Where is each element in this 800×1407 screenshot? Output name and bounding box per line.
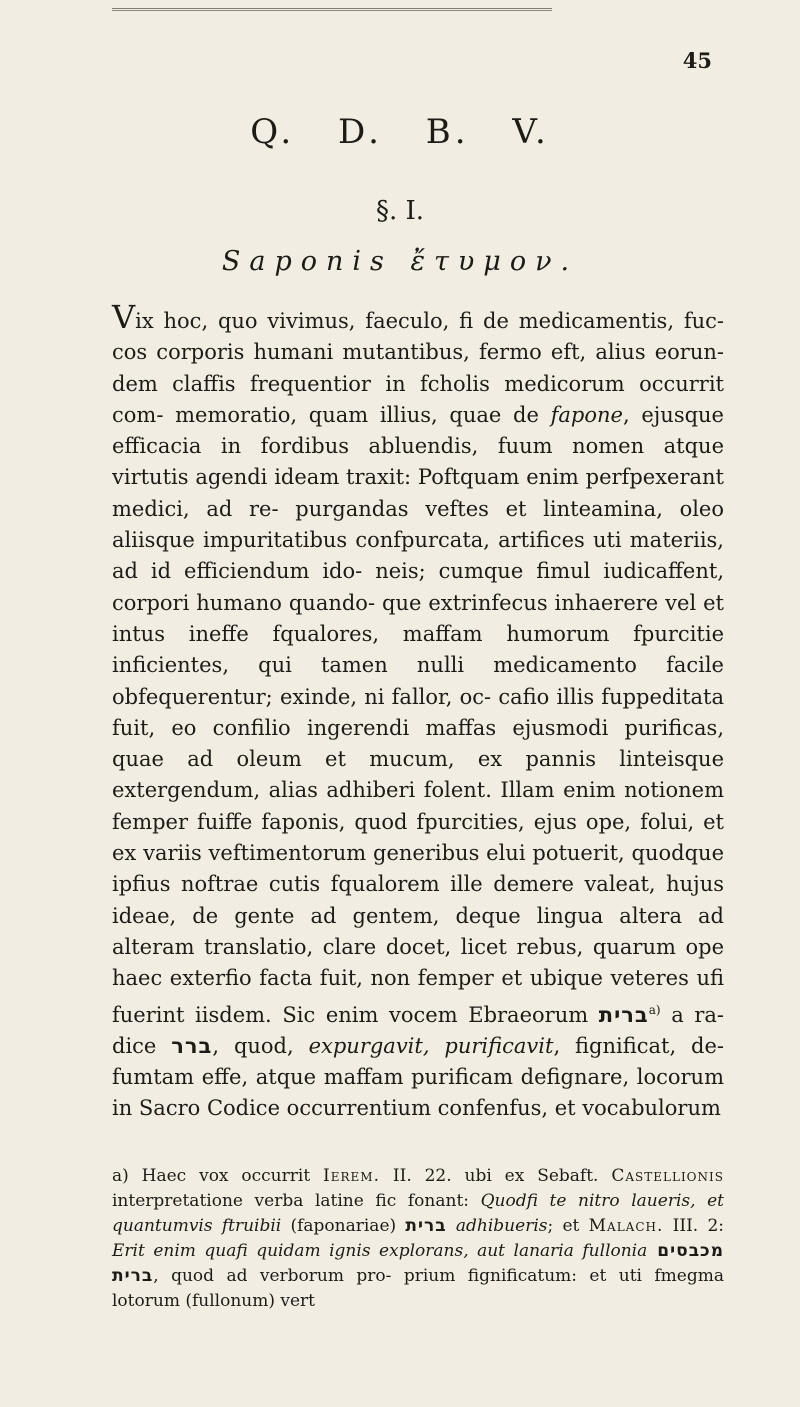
term-fapone: fapone — [550, 402, 623, 427]
ref-malach: Malach. — [588, 1216, 664, 1236]
footnote — [112, 1164, 724, 1314]
footnote-text-6: III. 2: — [663, 1216, 724, 1236]
invocation-initials — [0, 112, 800, 152]
hebrew-phrase-footnote: מכבסים ברית — [112, 1241, 724, 1286]
quote-3: Erit enim quafi quidam ignis explorans, aut lanaria fullonia — [112, 1241, 648, 1261]
footnote-text-3: interpretatione verba latine fic fonant: — [112, 1191, 481, 1211]
quote-1: Quodfi te nitro laueris, et quantumvis ftruibii — [112, 1191, 725, 1236]
hebrew-root: ברר — [171, 1033, 213, 1058]
hebrew-word-borith: ברית — [598, 1002, 649, 1027]
body-text-3: a ra- dice — [112, 1002, 724, 1058]
body-text-1: ix hoc, quo vivimus, faeculo, fi de medicamentis, fuc- cos corporis humani mutantibus, fermo eft, alius eorun- dem claffis frequentior in fcholis medicorum occurrit com- memoratio, quam illius, quae de — [112, 309, 724, 427]
body-text-2: , ejusque efficacia in fordibus abluendis, fuum nomen atque virtutis agendi ideam traxit: Poftquam enim perfpexerant medici, ad re- purgandas veftes et linteamina, oleo aliisque impuritatibus confpurcata, artifices uti materiis, ad id efficiendum ido- neis; cumque fimul iudicaffent, corpori humano quando- que extrinfecus inhaerere vel et intus ineffe fqualores, maffam humorum fpurcitie inficientes, qui tamen nulli medicamento facile obfequerentur; exinde, ni fallor, oc- cafio illis fuppeditata fuit, eo confilio ingerendi maffas ejusmodi purificas, quae ad oleum et mucum, ex pannis linteisque extergendum, alias adhiberi folent. Illam enim notionem femper fuiffe faponis, quod fpurcities, ejus ope, folui, et ex variis veftimentorum generibus elui potuerit, quodque ipfius noftrae cutis fqualorem ille demere valeat, hujus ideae, de gente ad gentem, deque lingua altera ad alteram translatio, clare docet, licet rebus, quarum ope haec exterfio facta fuit, non femper et ubique veteres ufi fuerint iisdem. Sic enim vocem Ebraeorum — [112, 402, 724, 1027]
footnote-ref: a) — [648, 1002, 661, 1017]
body-text-5: , fignificat, de- fumtam effe, atque maffam purificam defignare, locorum in Sacro Codice occurrentium confenfus, et vocabulorum — [112, 1033, 724, 1121]
footnote-text-1: Haec vox occurrit — [128, 1166, 324, 1186]
ref-castellionis: Castellionis — [611, 1166, 724, 1186]
page-number: 45 — [682, 48, 712, 73]
top-rule — [112, 8, 552, 11]
hebrew-word-footnote: ברית — [405, 1216, 447, 1236]
initial-v: V. — [512, 112, 550, 152]
section-number: §. I. — [375, 196, 425, 226]
section-title: Saponis ἔτυμον. — [221, 246, 579, 277]
footnote-marker: a) — [112, 1166, 129, 1186]
body-text-4: , quod, — [212, 1033, 309, 1058]
initial-q: Q. — [250, 112, 296, 152]
footnote-text-2: II. 22. ubi ex Sebaft. — [380, 1166, 612, 1186]
main-paragraph — [112, 298, 724, 1125]
term-expurgavit: expurgavit, purificavit — [308, 1033, 554, 1058]
initial-b: B. — [425, 112, 470, 152]
ref-ierem: Ierem. — [323, 1166, 380, 1186]
initial-d: D. — [338, 112, 383, 152]
quote-2: adhibueris — [446, 1216, 548, 1236]
footnote-text-4: (faponariae) — [281, 1216, 406, 1236]
footnote-text-5: ; et — [547, 1216, 589, 1236]
drop-letter: V — [112, 298, 136, 336]
footnote-text-7: , quod ad verborum pro- prium fignificatum: et uti fmegma lotorum (fullonum) vert — [112, 1266, 724, 1311]
